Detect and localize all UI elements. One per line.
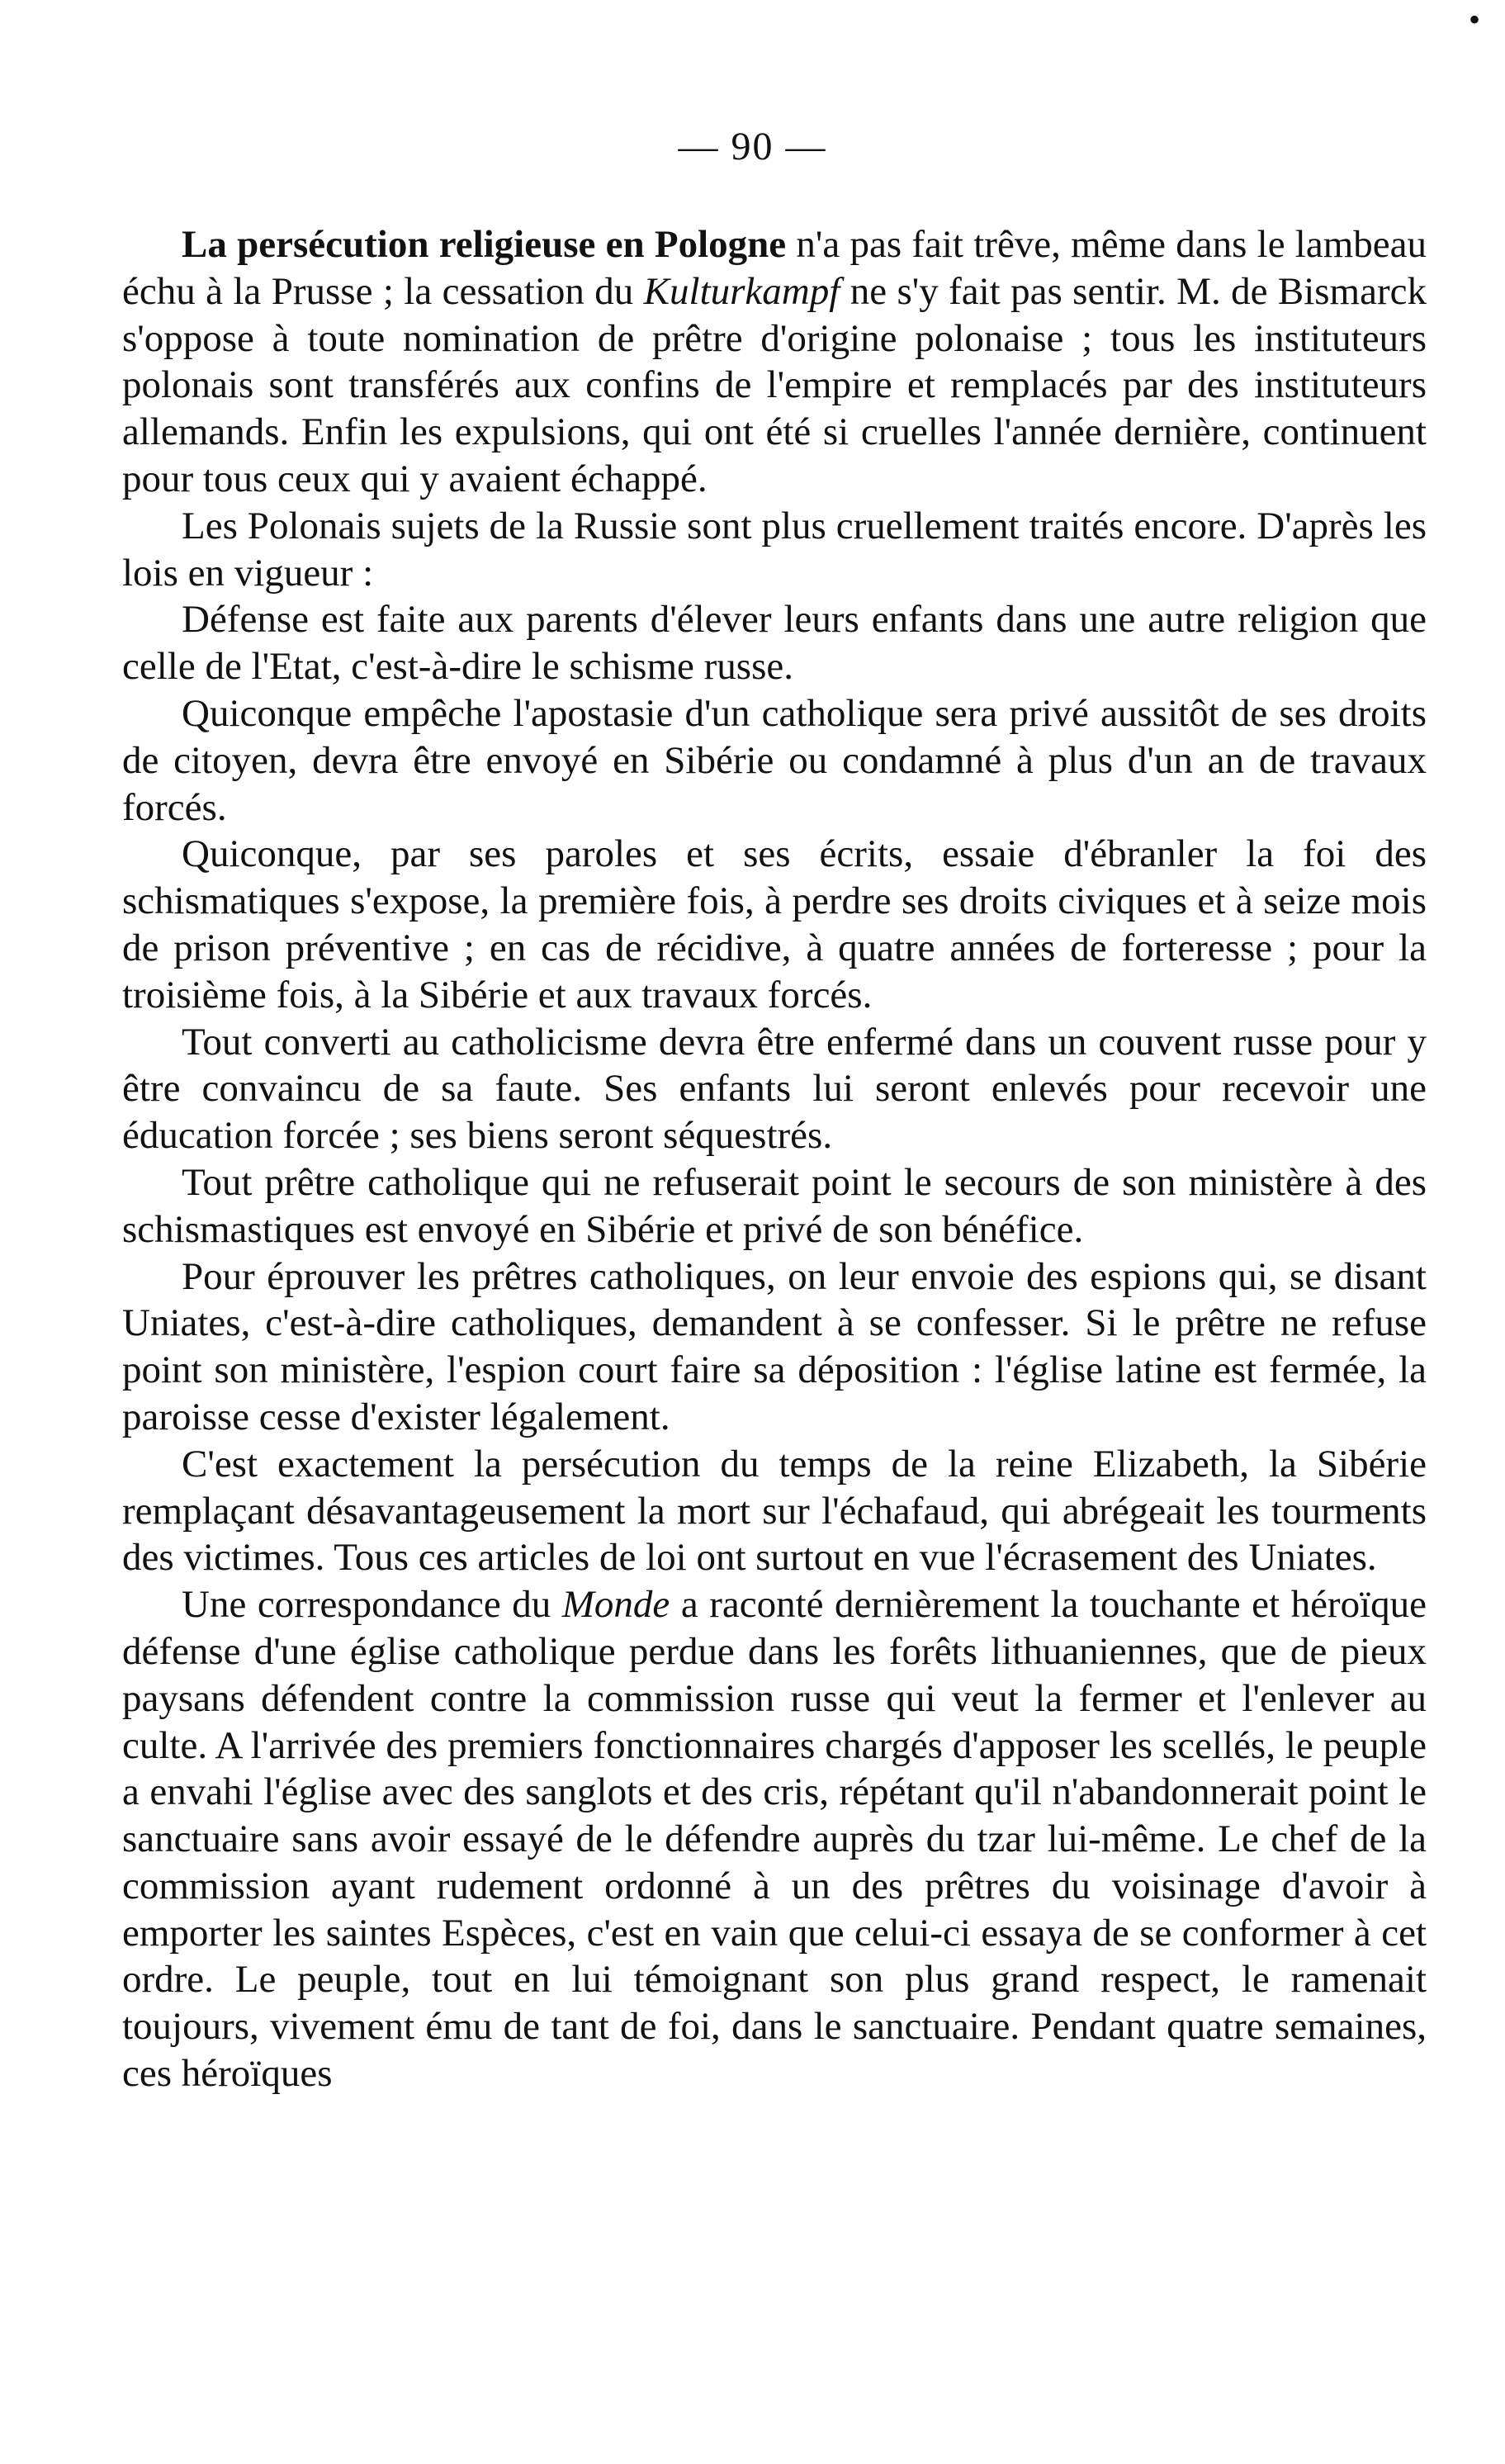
- paragraph: [122, 1441, 1427, 1581]
- paragraph-text: Pour éprouver les prêtres catholiques, on leur envoie des espions qui, se disant Uniates, c'est-à-dire catholiques, demandent à se confesser. Si le prêtre ne refuse point son ministère, l'espion court faire sa déposition : l'église latine est fermée, la paroisse cesse d'exister légalement.: [122, 1254, 1427, 1438]
- body-text: [122, 221, 1427, 2097]
- paragraph-text: a raconté dernièrement la touchante et héroïque défense d'une église catholique perdue dans les forêts lithuaniennes, que de pieux paysans défendent contre la commission russe qui veut la fermer et l'enlever au culte. A l'arrivée des premiers fonctionnaires chargés d'apposer les scellés, le peuple a envahi l'église avec des sanglots et des cris, répétant qu'il n'abandonnerait point le sanctuaire sans avoir essayé de le défendre auprès du tzar lui-même. Le chef de la commission ayant rudement ordonné à un des prêtres du voisinage d'avoir à emporter les saintes Espèces, c'est en vain que celui-ci essaya de se conformer à cet ordre. Le peuple, tout en lui témoignant son plus grand respect, le ramenait toujours, vivement ému de tant de foi, dans le sanctuaire. Pendant quatre semaines, ces héroïques: [122, 1583, 1427, 2096]
- paragraph-text: Quiconque, par ses paroles et ses écrits, essaie d'ébranler la foi des schismatiques s'expose, la première fois, à perdre ses droits civiques et à seize mois de prison préventive ; en cas de récidive, à quatre années de forteresse ; pour la troisième fois, à la Sibérie et aux travaux forcés.: [122, 832, 1427, 1016]
- paragraph-text: Tout prêtre catholique qui ne refuserait point le secours de son ministère à des schismastiques est envoyé en Sibérie et privé de son bénéfice.: [122, 1160, 1427, 1251]
- paragraph: [122, 596, 1427, 690]
- corner-mark: •: [1468, 1, 1480, 38]
- paragraph-text: Tout converti au catholicisme devra être enfermé dans un couvent russe pour y être convaincu de sa faute. Ses enfants lui seront enlevés pour recevoir une éducation forcée ; ses biens seront séquestrés.: [122, 1020, 1427, 1158]
- paragraph: [122, 690, 1427, 831]
- paragraph: [122, 1581, 1427, 2097]
- paragraph: [122, 1253, 1427, 1441]
- paragraph-text: n'a pas fait trêve, même dans le lambeau échu à la Prusse ; la cessation du: [122, 223, 1427, 313]
- paragraph-text: C'est exactement la persécution du temps de la reine Elizabeth, la Sibérie remplaçant désavantageusement la mort sur l'échafaud, qui abrégeait les tourments des victimes. Tous ces articles de loi ont surtout en vue l'écrasement des Uniates.: [122, 1442, 1427, 1580]
- paragraph: [122, 221, 1427, 503]
- paragraph-text: Les Polonais sujets de la Russie sont plus cruellement traités encore. D'après les lois en vigueur :: [122, 504, 1427, 595]
- italic-term: Monde: [561, 1583, 670, 1627]
- paragraph: [122, 1159, 1427, 1253]
- italic-term: Kulturkampf: [643, 269, 840, 313]
- page-number: — 90 —: [678, 125, 827, 168]
- paragraph: [122, 831, 1427, 1018]
- paragraph-lead: La persécution religieuse en Pologne: [182, 223, 787, 266]
- paragraph-text: Défense est faite aux parents d'élever leurs enfants dans une autre religion que celle de l'Etat, c'est-à-dire le schisme russe.: [122, 598, 1427, 689]
- paragraph-text: ne s'y fait pas sentir. M. de Bismarck s'oppose à toute nomination de prêtre d'origine polonaise ; tous les instituteurs polonais sont transférés aux confins de l'empire et remplacés par des instituteurs allemands. Enfin les expulsions, qui ont été si cruelles l'année dernière, continuent pour tous ceux qui y avaient échappé.: [122, 269, 1427, 500]
- paragraph: [122, 1019, 1427, 1159]
- paragraph: [122, 503, 1427, 597]
- paragraph-text: Quiconque empêche l'apostasie d'un catholique sera privé aussitôt de ses droits de citoyen, devra être envoyé en Sibérie ou condamné à plus d'un an de travaux forcés.: [122, 691, 1427, 829]
- paragraph-text: Une correspondance du: [182, 1583, 562, 1627]
